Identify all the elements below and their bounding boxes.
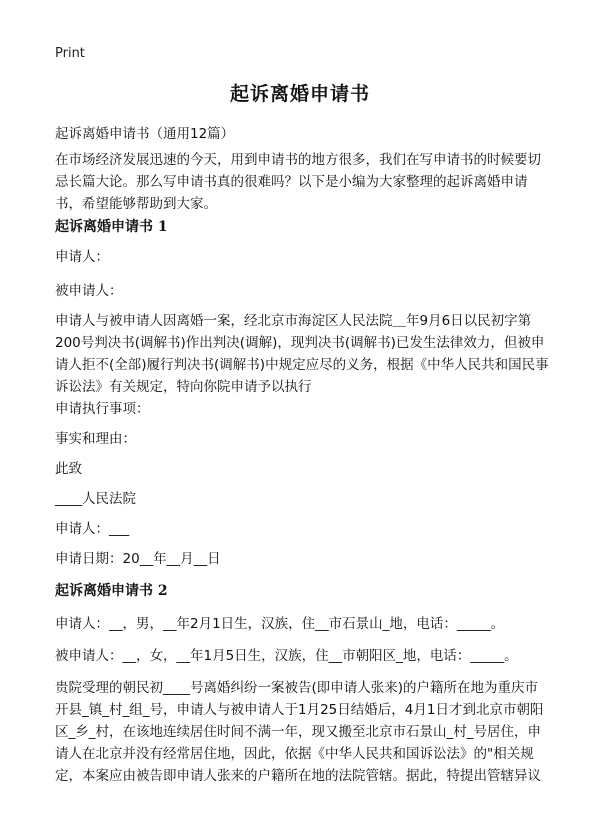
- print-link[interactable]: Print: [55, 46, 85, 61]
- court-name: ____人民法院: [55, 491, 136, 507]
- document-subtitle: 起诉离婚申请书（通用12篇）: [55, 126, 235, 142]
- application-items-label: 申请执行事项：: [55, 401, 150, 417]
- intro-paragraph: 在市场经济发展迅速的今天，用到申请书的地方很多，我们在写申请书的时候要切忌长篇大论。那么写申请书真的很难吗？以下是小编为大家整理的起诉离婚申请书，希望能够帮助到大家。: [55, 152, 541, 212]
- signature-line: 申请人：___: [55, 521, 130, 537]
- section-2-heading: 起诉离婚申请书 2: [55, 583, 168, 599]
- applicant-detail-line: 申请人：__，男，__年2月1日生，汉族，住__市石景山_地，电话：_____。: [55, 616, 505, 632]
- application-date: 申请日期：20__年__月__日: [55, 551, 221, 567]
- section-1-body: 申请人与被申请人因离婚一案，经北京市海淀区人民法院＿年9月6日以民初字第200号判决书(调解书)作出判决(调解)，现判决书(调解书)已发生法律效力，但被申请人拒不(全部)履行判决书(调解书)中规定应尽的义务，根据《中华人民共和国民事诉讼法》有关规定，特向你院申请予以执行: [55, 313, 549, 395]
- respondent-detail-line: 被申请人：__，女，__年1月5日生，汉族，住__市朝阳区_地，电话：_____。: [55, 648, 518, 664]
- page-title: 起诉离婚申请书: [229, 83, 370, 105]
- salutation: 此致: [55, 461, 82, 477]
- applicant-line: 申请人：: [55, 249, 109, 265]
- section-1-heading: 起诉离婚申请书 1: [55, 219, 168, 235]
- section-2-body: 贵院受理的朝民初____号离婚纠纷一案被告(即申请人张来)的户籍所在地为重庆市开县_镇_村_组_号，申请人与被申请人于1月25日结婚后，4月1日才到北京市朝阳区_乡_村，在该地连续居住时间不满一年，现又搬至北京市石景山_村_号居住，申请人在北京并没有经常居住地，因此，依据《中华人民共和国诉讼法》的"相关规定，本案应由被告即申请人张来的户籍所在地的法院管辖。据此，特提出管辖异议: [55, 680, 544, 784]
- respondent-line: 被申请人：: [55, 283, 123, 299]
- facts-reasons-label: 事实和理由：: [55, 431, 136, 447]
